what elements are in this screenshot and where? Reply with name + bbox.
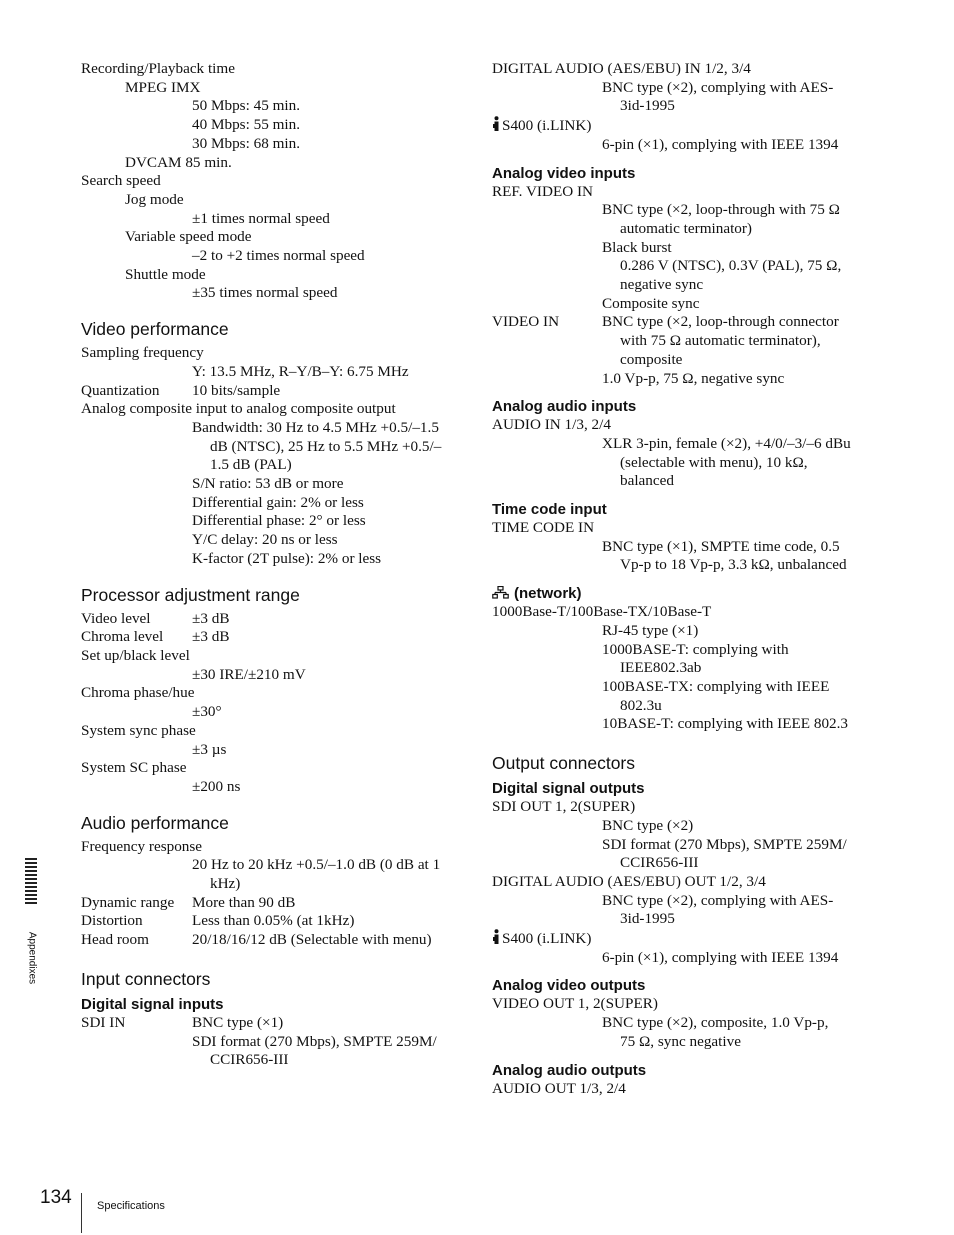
- spec-value: 802.3u: [620, 696, 662, 714]
- sdi-out: SDI OUT 1, 2(SUPER): [492, 798, 636, 816]
- spec-value: with 75 Ω automatic terminator),: [620, 332, 821, 350]
- recording-playback-time: Recording/Playback time: [81, 60, 235, 77]
- heading-video-performance: Video performance: [81, 319, 229, 340]
- spec-value: BNC type (×2), complying with AES-: [602, 78, 834, 96]
- spec-value: Bandwidth: 30 Hz to 4.5 MHz +0.5/–1.5: [192, 418, 439, 436]
- spec-value: ±200 ns: [192, 777, 241, 795]
- right-column: [492, 60, 877, 1098]
- side-tab-label: Appendixes: [26, 931, 38, 985]
- spec-value: Y/C delay: 20 ns or less: [192, 531, 338, 549]
- sampling-frequency: Sampling frequency: [81, 344, 204, 362]
- spec-value: BNC type (×2): [602, 816, 694, 834]
- ilink-icon: [492, 929, 501, 945]
- system-sc-phase: System SC phase: [81, 759, 187, 777]
- distortion-row: [81, 912, 466, 931]
- s400-ilink: [492, 116, 877, 136]
- spec-value: 50 Mbps: 45 min.: [192, 97, 301, 115]
- spec-value: composite: [620, 350, 683, 368]
- spec-value: 0.286 V (NTSC), 0.3V (PAL), 75 Ω,: [620, 257, 842, 275]
- spec-label: Quantization: [81, 381, 160, 399]
- ref-video-in: REF. VIDEO IN: [492, 182, 594, 200]
- base-t: 1000Base-T/100Base-TX/10Base-T: [492, 603, 712, 621]
- spec-value: –2 to +2 times normal speed: [192, 247, 365, 265]
- spec-value: 20 Hz to 20 kHz +0.5/–1.0 dB (0 dB at 1: [192, 856, 441, 874]
- spec-value: 30 Mbps: 68 min.: [192, 134, 301, 152]
- spec-label: SDI IN: [81, 1013, 126, 1031]
- spec-label: Distortion: [81, 912, 143, 930]
- heading-digital-signal-outputs: Digital signal outputs: [492, 780, 645, 798]
- quantization-row: [81, 382, 466, 401]
- spec-value: 20/18/16/12 dB (Selectable with menu): [192, 931, 432, 949]
- audio-out: AUDIO OUT 1/3, 2/4: [492, 1079, 626, 1097]
- spec-value: 10BASE-T: complying with IEEE 802.3: [602, 715, 849, 733]
- spec-value: CCIR656-III: [620, 854, 699, 872]
- spec-value: ±3 µs: [192, 740, 227, 758]
- spec-value: RJ-45 type (×1): [602, 621, 699, 639]
- heading-analog-video-inputs: Analog video inputs: [492, 164, 636, 182]
- spec-value: 1000BASE-T: complying with: [602, 640, 789, 658]
- spec-value: BNC type (×2), composite, 1.0 Vp-p,: [602, 1014, 829, 1032]
- heading-network: [492, 585, 877, 603]
- spec-value: ±30°: [192, 703, 222, 721]
- spec-value: 3id-1995: [620, 97, 675, 115]
- spec-value: CCIR656-III: [210, 1051, 289, 1069]
- dvcam: DVCAM 85 min.: [125, 153, 232, 171]
- setup-black-level: Set up/black level: [81, 646, 190, 664]
- head-room-row: [81, 931, 466, 950]
- audio-in: AUDIO IN 1/3, 2/4: [492, 416, 611, 434]
- spec-value: More than 90 dB: [192, 893, 296, 911]
- dynamic-range-row: [81, 894, 466, 913]
- footer-divider: [81, 1193, 82, 1233]
- spec-label: Video level: [81, 609, 151, 627]
- heading-audio-performance: Audio performance: [81, 812, 229, 833]
- heading-output-connectors: Output connectors: [492, 753, 635, 774]
- spec-value: Differential phase: 2° or less: [192, 512, 366, 530]
- video-in-row: [492, 313, 877, 332]
- s400-label: S400 (i.LINK): [502, 930, 592, 948]
- spec-value: 40 Mbps: 55 min.: [192, 116, 301, 134]
- spec-value: Less than 0.05% (at 1kHz): [192, 912, 355, 930]
- variable-speed-mode: Variable speed mode: [125, 228, 252, 246]
- system-sync-phase: System sync phase: [81, 721, 196, 739]
- spec-value: 1.0 Vp-p, 75 Ω, negative sync: [602, 369, 785, 387]
- composite-sync: Composite sync: [602, 294, 700, 312]
- spec-label: Head room: [81, 931, 149, 949]
- section-tab-marker: [25, 858, 37, 906]
- spec-value: BNC type (×2), complying with AES-: [602, 891, 834, 909]
- time-code-in: TIME CODE IN: [492, 519, 595, 537]
- spec-value: ±3 dB: [192, 628, 230, 646]
- video-level-row: [81, 610, 466, 629]
- spec-value: ±30 IRE/±210 mV: [192, 665, 306, 683]
- s400-label: S400 (i.LINK): [502, 117, 592, 135]
- mpeg-imx: MPEG IMX: [125, 78, 201, 96]
- spec-value: 6-pin (×1), complying with IEEE 1394: [602, 948, 839, 966]
- frequency-response: Frequency response: [81, 837, 203, 855]
- spec-value: (selectable with menu), 10 kΩ,: [620, 453, 808, 471]
- spec-value: ±3 dB: [192, 609, 230, 627]
- heading-input-connectors: Input connectors: [81, 968, 211, 989]
- heading-digital-signal-inputs: Digital signal inputs: [81, 995, 224, 1013]
- network-icon: [492, 586, 509, 599]
- chroma-phase-hue: Chroma phase/hue: [81, 684, 195, 702]
- jog-mode: Jog mode: [125, 190, 184, 208]
- spec-value: dB (NTSC), 25 Hz to 5.5 MHz +0.5/–: [210, 437, 442, 455]
- spec-value: BNC type (×1), SMPTE time code, 0.5: [602, 537, 840, 555]
- spec-value: Vp-p to 18 Vp-p, 3.3 kΩ, unbalanced: [620, 556, 847, 574]
- video-out: VIDEO OUT 1, 2(SUPER): [492, 995, 658, 1013]
- spec-value: SDI format (270 Mbps), SMPTE 259M/: [602, 835, 847, 853]
- spec-value: K-factor (2T pulse): 2% or less: [192, 549, 382, 567]
- chroma-level-row: [81, 628, 466, 647]
- spec-value: automatic terminator): [620, 219, 752, 237]
- digital-audio-in: DIGITAL AUDIO (AES/EBU) IN 1/2, 3/4: [492, 60, 751, 77]
- analog-composite: Analog composite input to analog composite output: [81, 400, 396, 418]
- spec-value: IEEE802.3ab: [620, 659, 702, 677]
- ilink-icon: [492, 116, 501, 132]
- spec-value: SDI format (270 Mbps), SMPTE 259M/: [192, 1032, 437, 1050]
- left-column: [81, 60, 466, 1070]
- heading-time-code-input: Time code input: [492, 501, 607, 519]
- digital-audio-out: DIGITAL AUDIO (AES/EBU) OUT 1/2, 3/4: [492, 872, 766, 890]
- spec-value: ±35 times normal speed: [192, 284, 338, 302]
- search-speed: Search speed: [81, 172, 161, 190]
- spec-value: 100BASE-TX: complying with IEEE: [602, 677, 830, 695]
- spec-value: XLR 3-pin, female (×2), +4/0/–3/–6 dBu: [602, 434, 851, 452]
- spec-value: BNC type (×1): [192, 1013, 284, 1031]
- footer-section-title: Specifications: [97, 1200, 165, 1212]
- spec-value: 10 bits/sample: [192, 381, 281, 399]
- spec-value: 1.5 dB (PAL): [210, 456, 292, 474]
- heading-analog-audio-inputs: Analog audio inputs: [492, 398, 637, 416]
- sdi-in-row: [81, 1014, 466, 1033]
- network-label: (network): [514, 585, 582, 603]
- spec-value: balanced: [620, 472, 674, 490]
- spec-value: 3id-1995: [620, 910, 675, 928]
- spec-value: Y: 13.5 MHz, R–Y/B–Y: 6.75 MHz: [192, 362, 409, 380]
- spec-label: Chroma level: [81, 628, 164, 646]
- spec-label: VIDEO IN: [492, 313, 560, 331]
- heading-analog-video-outputs: Analog video outputs: [492, 977, 646, 995]
- spec-value: kHz): [210, 875, 241, 893]
- shuttle-mode: Shuttle mode: [125, 265, 206, 283]
- spec-value: Differential gain: 2% or less: [192, 493, 364, 511]
- page-number: 134: [40, 1187, 72, 1208]
- heading-processor-adjustment: Processor adjustment range: [81, 584, 300, 605]
- spec-label: Dynamic range: [81, 893, 175, 911]
- spec-value: negative sync: [620, 276, 704, 294]
- spec-value: BNC type (×2, loop-through with 75 Ω: [602, 201, 840, 219]
- s400-ilink-out: [492, 929, 877, 949]
- spec-value: 6-pin (×1), complying with IEEE 1394: [602, 135, 839, 153]
- black-burst: Black burst: [602, 238, 672, 256]
- heading-analog-audio-outputs: Analog audio outputs: [492, 1061, 647, 1079]
- spec-value: ±1 times normal speed: [192, 209, 330, 227]
- spec-value: 75 Ω, sync negative: [620, 1032, 741, 1050]
- spec-value: BNC type (×2, loop-through connector: [602, 313, 839, 331]
- spec-value: S/N ratio: 53 dB or more: [192, 475, 344, 493]
